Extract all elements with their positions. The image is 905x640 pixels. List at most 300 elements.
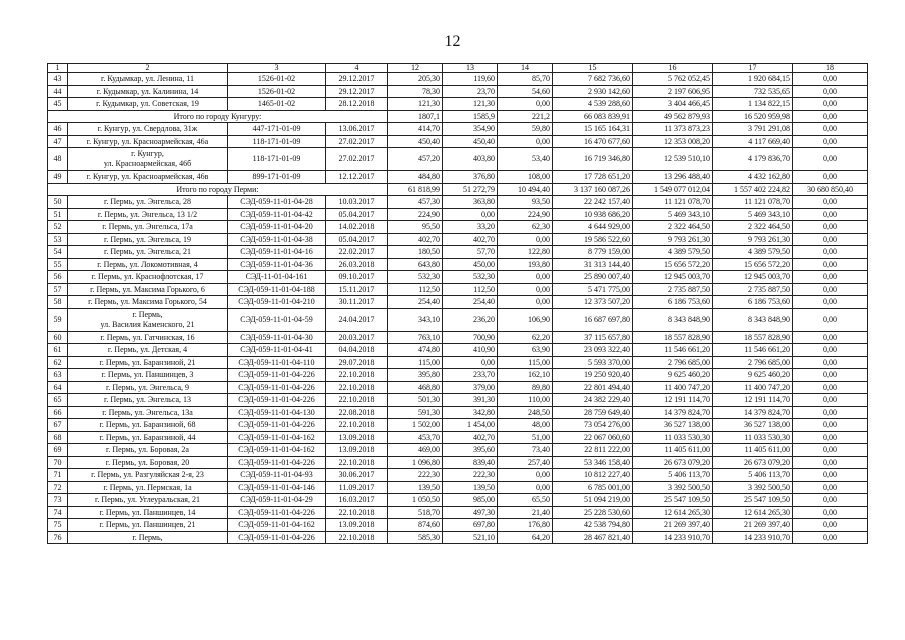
address-cell: г. Пермь, ул. Паншинцев, 14 <box>68 506 228 519</box>
table-row <box>48 196 868 209</box>
table-cell: 497,30 <box>443 506 498 519</box>
table-cell: 21 269 397,40 <box>713 519 793 532</box>
table-cell: СЭД-059-11-01-04-146 <box>228 481 326 494</box>
table-row <box>48 394 868 407</box>
table-cell: 26 673 079,20 <box>713 456 793 469</box>
address-cell: г. Пермь, <box>68 531 228 544</box>
table-cell: 13.09.2018 <box>326 431 388 444</box>
column-number-3: 3 <box>228 64 326 73</box>
address-cell: г. Кудымкар, ул. Калинина, 14 <box>68 85 228 98</box>
row-number: 43 <box>48 73 68 86</box>
table-row <box>48 171 868 184</box>
table-cell: 05.04.2017 <box>326 233 388 246</box>
table-cell: 22.10.2018 <box>326 381 388 394</box>
table-cell: 22 242 157,40 <box>553 196 633 209</box>
table-row <box>48 135 868 148</box>
table-row <box>48 98 868 111</box>
table-cell: 64,20 <box>498 531 553 544</box>
table-cell: 0,00 <box>498 233 553 246</box>
address-cell: г. Пермь, ул. Углеуральская, 21 <box>68 494 228 507</box>
table-cell: 6 785 001,00 <box>553 481 633 494</box>
table-cell: 0,00 <box>498 98 553 111</box>
table-cell: 1 096,80 <box>388 456 443 469</box>
table-cell: 12 614 265,30 <box>633 506 713 519</box>
table-cell: 457,30 <box>388 196 443 209</box>
table-cell: 1 134 822,15 <box>713 98 793 111</box>
page-number: 12 <box>444 33 461 50</box>
table-cell: 110,00 <box>498 394 553 407</box>
table-cell: 414,70 <box>388 123 443 136</box>
table-cell: 51,00 <box>498 431 553 444</box>
table-cell: 402,70 <box>388 233 443 246</box>
table-cell: 4 389 579,50 <box>633 246 713 259</box>
table-cell: 22 811 222,00 <box>553 444 633 457</box>
column-number-13: 13 <box>443 64 498 73</box>
table-row <box>48 308 868 331</box>
row-number: 56 <box>48 271 68 284</box>
table-cell: 0,00 <box>793 283 868 296</box>
table-cell: 139,50 <box>388 481 443 494</box>
table-cell: 0,00 <box>793 519 868 532</box>
row-number: 72 <box>48 481 68 494</box>
address-cell: г. Пермь, ул. Василия Каменского, 21 <box>68 308 228 331</box>
table-cell: 643,80 <box>388 258 443 271</box>
table-row <box>48 271 868 284</box>
table-cell: 115,00 <box>498 356 553 369</box>
table-cell: 05.04.2017 <box>326 208 388 221</box>
column-number-18: 18 <box>793 64 868 73</box>
table-cell: 36 527 138,00 <box>633 419 713 432</box>
table-cell: 19 250 920,40 <box>553 369 633 382</box>
table-cell: 254,40 <box>388 296 443 309</box>
row-number: 57 <box>48 283 68 296</box>
table-cell: 139,50 <box>443 481 498 494</box>
row-number: 54 <box>48 246 68 259</box>
table-cell: 53 346 158,40 <box>553 456 633 469</box>
table-cell: 95,50 <box>388 221 443 234</box>
table-cell: 11 546 661,20 <box>633 344 713 357</box>
table-cell: 0,00 <box>793 356 868 369</box>
table-cell: 205,30 <box>388 73 443 86</box>
table-cell: СЭД-059-11-01-04-16 <box>228 246 326 259</box>
table-cell: 78,30 <box>388 85 443 98</box>
table-cell: 453,70 <box>388 431 443 444</box>
address-cell: г. Пермь, ул. Паншинцев, 3 <box>68 369 228 382</box>
table-cell: 839,40 <box>443 456 498 469</box>
table-cell: 236,20 <box>443 308 498 331</box>
table-cell: 11 033 530,30 <box>633 431 713 444</box>
table-cell: 11 400 747,20 <box>713 381 793 394</box>
table-cell: СЭД-059-11-01-04-93 <box>228 469 326 482</box>
table-cell: 62,20 <box>498 331 553 344</box>
address-cell: г. Пермь, ул. Максима Горького, 6 <box>68 283 228 296</box>
row-number: 48 <box>48 148 68 171</box>
table-cell: 402,70 <box>443 431 498 444</box>
address-cell: г. Пермь, ул. Энгельса, 13 1/2 <box>68 208 228 221</box>
total-cell: 16 520 959,98 <box>713 110 793 123</box>
table-cell: 391,30 <box>443 394 498 407</box>
table-cell: 59,80 <box>498 123 553 136</box>
table-cell: 469,00 <box>388 444 443 457</box>
table-cell: 700,90 <box>443 331 498 344</box>
table-row <box>48 356 868 369</box>
table-cell: СЭД-059-11-01-04-29 <box>228 494 326 507</box>
table-cell: 85,70 <box>498 73 553 86</box>
row-number: 70 <box>48 456 68 469</box>
table-cell: 28 759 649,40 <box>553 406 633 419</box>
table-row <box>48 246 868 259</box>
table-cell: 16 687 697,80 <box>553 308 633 331</box>
table-cell: 106,90 <box>498 308 553 331</box>
row-number: 69 <box>48 444 68 457</box>
table-cell: 0,00 <box>793 506 868 519</box>
table-cell: СЭД-059-11-01-04-162 <box>228 431 326 444</box>
address-cell: г. Кунгур, ул. Свердлова, 31ж <box>68 123 228 136</box>
table-cell: 2 322 464,50 <box>713 221 793 234</box>
table-cell: 112,50 <box>388 283 443 296</box>
total-cell: 1807,1 <box>388 110 443 123</box>
row-number: 52 <box>48 221 68 234</box>
table-cell: 468,80 <box>388 381 443 394</box>
total-cell: 30 680 850,40 <box>793 183 868 196</box>
table-cell: 6 186 753,60 <box>633 296 713 309</box>
table-cell: 0,00 <box>793 233 868 246</box>
table-cell: 532,30 <box>443 271 498 284</box>
row-number: 60 <box>48 331 68 344</box>
table-cell: СЭД-059-11-01-04-42 <box>228 208 326 221</box>
table-cell: 5 406 113,70 <box>633 469 713 482</box>
table-cell: 37 115 657,80 <box>553 331 633 344</box>
table-row <box>48 381 868 394</box>
table-cell: 12 539 510,10 <box>633 148 713 171</box>
total-cell: 221,2 <box>498 110 553 123</box>
table-row <box>48 73 868 86</box>
table-cell: 27.02.2017 <box>326 135 388 148</box>
table-cell: 5 469 343,10 <box>633 208 713 221</box>
table-cell: 13.06.2017 <box>326 123 388 136</box>
table-cell: 16.03.2017 <box>326 494 388 507</box>
table-cell: 8 779 159,00 <box>553 246 633 259</box>
table-cell: 04.04.2018 <box>326 344 388 357</box>
table-cell: СЭД-059-11-01-04-188 <box>228 283 326 296</box>
table-cell: 33,20 <box>443 221 498 234</box>
table-cell: СЭД-059-11-01-04-41 <box>228 344 326 357</box>
table-cell: 28.12.2018 <box>326 98 388 111</box>
table-cell: 20.03.2017 <box>326 331 388 344</box>
table-cell: 23 093 322,40 <box>553 344 633 357</box>
table-cell: 3 404 466,45 <box>633 98 713 111</box>
address-cell: г. Кудымкар, ул. Ленина, 11 <box>68 73 228 86</box>
table-row <box>48 258 868 271</box>
table-cell: 22.10.2018 <box>326 531 388 544</box>
table-cell: 222,30 <box>388 469 443 482</box>
table-body <box>48 73 868 544</box>
table-cell: СЭД-059-11-01-04-59 <box>228 308 326 331</box>
table-cell: 24.04.2017 <box>326 308 388 331</box>
table-cell: 0,00 <box>793 221 868 234</box>
row-number: 61 <box>48 344 68 357</box>
table-cell: 26.03.2018 <box>326 258 388 271</box>
table-cell: 1 920 684,15 <box>713 73 793 86</box>
table-cell: 8 343 848,90 <box>633 308 713 331</box>
table-cell: 0,00 <box>793 196 868 209</box>
table-cell: 22.02.2017 <box>326 246 388 259</box>
table-cell: 254,40 <box>443 296 498 309</box>
table-cell: 0,00 <box>793 494 868 507</box>
table-cell: 48,00 <box>498 419 553 432</box>
row-number: 76 <box>48 531 68 544</box>
table-cell: 14 379 824,70 <box>713 406 793 419</box>
table-cell: 11.09.2017 <box>326 481 388 494</box>
table-cell: 376,80 <box>443 171 498 184</box>
table-cell: 8 343 848,90 <box>713 308 793 331</box>
table-cell: 379,00 <box>443 381 498 394</box>
table-cell: СЭД-059-11-01-04-110 <box>228 356 326 369</box>
table-cell: 0,00 <box>793 431 868 444</box>
table-cell: СЭД-059-11-01-04-162 <box>228 444 326 457</box>
table-cell: 521,10 <box>443 531 498 544</box>
table-cell: 22.10.2018 <box>326 394 388 407</box>
table-cell: 2 796 685,00 <box>633 356 713 369</box>
table-cell: 26 673 079,20 <box>633 456 713 469</box>
table-cell: 0,00 <box>793 246 868 259</box>
table-cell: 0,00 <box>793 258 868 271</box>
row-number: 68 <box>48 431 68 444</box>
table-cell: 0,00 <box>793 394 868 407</box>
table-cell: 25 890 007,40 <box>553 271 633 284</box>
table-cell: 6 186 753,60 <box>713 296 793 309</box>
total-cell: 61 818,99 <box>388 183 443 196</box>
table-cell: 12 373 507,20 <box>553 296 633 309</box>
table-cell: 119,60 <box>443 73 498 86</box>
table-cell: 1 050,50 <box>388 494 443 507</box>
table-row <box>48 419 868 432</box>
table-cell: 0,00 <box>793 469 868 482</box>
address-cell: г. Пермь, ул. Баранзиной, 21 <box>68 356 228 369</box>
table-row <box>48 221 868 234</box>
address-cell: г. Пермь, ул. Боровая, 2а <box>68 444 228 457</box>
table-cell: 65,50 <box>498 494 553 507</box>
table-cell: 14 379 824,70 <box>633 406 713 419</box>
total-cell: 1 549 077 012,04 <box>633 183 713 196</box>
table-cell: 3 791 291,08 <box>713 123 793 136</box>
table-cell: 18 557 828,90 <box>633 331 713 344</box>
table-cell: СЭД-059-11-01-04-20 <box>228 221 326 234</box>
table-cell: 0,00 <box>793 73 868 86</box>
table-cell: 0,00 <box>498 296 553 309</box>
table-cell: 22.10.2018 <box>326 456 388 469</box>
table-cell: СЭД-059-11-01-04-226 <box>228 419 326 432</box>
column-number-17: 17 <box>713 64 793 73</box>
address-cell: г. Кунгур, ул. Красноармейская, 46в <box>68 171 228 184</box>
table-cell: 193,80 <box>498 258 553 271</box>
table-cell: 697,80 <box>443 519 498 532</box>
table-cell: 233,70 <box>443 369 498 382</box>
table-cell: 122,80 <box>498 246 553 259</box>
table-cell: СЭД-059-11-01-04-38 <box>228 233 326 246</box>
total-row <box>48 183 868 196</box>
table-cell: 42 538 794,80 <box>553 519 633 532</box>
table-cell: 0,00 <box>793 381 868 394</box>
table-cell: 0,00 <box>793 481 868 494</box>
table-cell: 450,40 <box>443 135 498 148</box>
table-cell: 1 454,00 <box>443 419 498 432</box>
table-cell: 0,00 <box>443 208 498 221</box>
table-cell: 62,30 <box>498 221 553 234</box>
table-cell: 9 793 261,30 <box>633 233 713 246</box>
table-row <box>48 456 868 469</box>
table-row <box>48 369 868 382</box>
table-row <box>48 506 868 519</box>
table-cell: 585,30 <box>388 531 443 544</box>
table-cell: 162,10 <box>498 369 553 382</box>
table-cell: 12 945 003,70 <box>713 271 793 284</box>
table-cell: 0,00 <box>793 531 868 544</box>
table-cell: 25 547 109,50 <box>633 494 713 507</box>
address-cell: г. Пермь, ул. Энгельса, 21 <box>68 246 228 259</box>
table-row <box>48 481 868 494</box>
row-number: 65 <box>48 394 68 407</box>
table-cell: 532,30 <box>388 271 443 284</box>
table-cell: 395,80 <box>388 369 443 382</box>
table-cell: 11 121 078,70 <box>713 196 793 209</box>
table-cell: 22 067 060,60 <box>553 431 633 444</box>
table-cell: 343,10 <box>388 308 443 331</box>
row-number: 53 <box>48 233 68 246</box>
address-cell: г. Кудымкар, ул. Советская, 19 <box>68 98 228 111</box>
table-cell: 0,00 <box>793 308 868 331</box>
table-row <box>48 519 868 532</box>
table-cell: 11 405 611,00 <box>713 444 793 457</box>
table-cell: 73,40 <box>498 444 553 457</box>
table-cell: 53,40 <box>498 148 553 171</box>
total-cell: 1 557 402 224,82 <box>713 183 793 196</box>
table-cell: 22.10.2018 <box>326 419 388 432</box>
table-cell: 0,00 <box>793 419 868 432</box>
row-number: 49 <box>48 171 68 184</box>
table-cell: 3 392 500,50 <box>713 481 793 494</box>
address-cell: г. Пермь, ул. Детская, 4 <box>68 344 228 357</box>
table-cell: 732 535,65 <box>713 85 793 98</box>
address-cell: г. Пермь, ул. Энгельса, 28 <box>68 196 228 209</box>
table-cell: 112,50 <box>443 283 498 296</box>
table-cell: 14 233 910,70 <box>633 531 713 544</box>
table-cell: 0,00 <box>793 85 868 98</box>
table-cell: СЭД-059-11-01-04-130 <box>228 406 326 419</box>
table-row <box>48 331 868 344</box>
table-row <box>48 531 868 544</box>
table-cell: 12 191 114,70 <box>713 394 793 407</box>
table-cell: 22.10.2018 <box>326 369 388 382</box>
table-cell: 2 796 685,00 <box>713 356 793 369</box>
table-row <box>48 123 868 136</box>
table-cell: 457,20 <box>388 148 443 171</box>
total-label: Итого по городу Кунгуру: <box>48 110 388 123</box>
address-cell: г. Кунгур, ул. Красноармейская, 46б <box>68 148 228 171</box>
table-cell: 0,00 <box>498 469 553 482</box>
table-cell: 09.10.2017 <box>326 271 388 284</box>
table-cell: 0,00 <box>793 123 868 136</box>
total-cell: 51 272,79 <box>443 183 498 196</box>
table-cell: 0,00 <box>793 98 868 111</box>
address-cell: г. Пермь, ул. Разгуляйская 2-я, 23 <box>68 469 228 482</box>
table-cell: 57,70 <box>443 246 498 259</box>
address-cell: г. Пермь, ул. Максима Горького, 54 <box>68 296 228 309</box>
table-cell: СЭД-059-11-01-04-210 <box>228 296 326 309</box>
table-cell: 13 296 488,40 <box>633 171 713 184</box>
table-cell: 11 546 661,20 <box>713 344 793 357</box>
table-cell: 484,80 <box>388 171 443 184</box>
table-cell: 354,90 <box>443 123 498 136</box>
table-cell: 2 322 464,50 <box>633 221 713 234</box>
table-cell: 0,00 <box>793 331 868 344</box>
table-cell: 15.11.2017 <box>326 283 388 296</box>
table-cell: 89,80 <box>498 381 553 394</box>
table-cell: 30.11.2017 <box>326 296 388 309</box>
column-number-4: 4 <box>326 64 388 73</box>
table-cell: 13.09.2018 <box>326 519 388 532</box>
address-cell: г. Пермь, ул. Энгельса, 13 <box>68 394 228 407</box>
table-cell: 11 121 078,70 <box>633 196 713 209</box>
table-cell: 9 625 460,20 <box>713 369 793 382</box>
table-cell: 395,60 <box>443 444 498 457</box>
table-cell: 28 467 821,40 <box>553 531 633 544</box>
table-cell: 115,00 <box>388 356 443 369</box>
table-cell: 403,80 <box>443 148 498 171</box>
table-row <box>48 85 868 98</box>
table-cell: 15 165 164,31 <box>553 123 633 136</box>
table-cell: 874,60 <box>388 519 443 532</box>
column-number-2: 2 <box>68 64 228 73</box>
table-cell: 16 719 346,80 <box>553 148 633 171</box>
table-cell: 0,00 <box>498 283 553 296</box>
table-cell: 0,00 <box>793 456 868 469</box>
table-row <box>48 296 868 309</box>
address-cell: г. Пермь, ул. Локомотивная, 4 <box>68 258 228 271</box>
table-cell: 11 405 611,00 <box>633 444 713 457</box>
table-cell: 73 054 276,00 <box>553 419 633 432</box>
table-cell: 5 469 343,10 <box>713 208 793 221</box>
table-cell: СЭД-059-11-01-04-28 <box>228 196 326 209</box>
total-cell: 49 562 879,93 <box>633 110 713 123</box>
table-cell: 3 392 500,50 <box>633 481 713 494</box>
row-number: 63 <box>48 369 68 382</box>
table-cell: СЭД-059-11-01-04-30 <box>228 331 326 344</box>
table-cell: 16 470 677,60 <box>553 135 633 148</box>
table-cell: 27.02.2017 <box>326 148 388 171</box>
table-cell: 450,00 <box>443 258 498 271</box>
address-cell: г. Пермь, ул. Энгельса, 17а <box>68 221 228 234</box>
address-cell: г. Пермь, ул. Паншинцев, 21 <box>68 519 228 532</box>
table-cell: 5 471 775,00 <box>553 283 633 296</box>
row-number: 74 <box>48 506 68 519</box>
row-number: 55 <box>48 258 68 271</box>
table-cell: 21,40 <box>498 506 553 519</box>
address-cell: г. Пермь, ул. Боровая, 20 <box>68 456 228 469</box>
table-row <box>48 406 868 419</box>
table-cell: 4 432 162,80 <box>713 171 793 184</box>
column-number-14: 14 <box>498 64 553 73</box>
table-cell: 12 614 265,30 <box>713 506 793 519</box>
row-number: 45 <box>48 98 68 111</box>
table-cell: 15 656 572,20 <box>633 258 713 271</box>
table-cell: 5 762 052,45 <box>633 73 713 86</box>
column-number-16: 16 <box>633 64 713 73</box>
table-cell: 410,90 <box>443 344 498 357</box>
table-row <box>48 431 868 444</box>
table-cell: 12.12.2017 <box>326 171 388 184</box>
table-cell: 108,00 <box>498 171 553 184</box>
